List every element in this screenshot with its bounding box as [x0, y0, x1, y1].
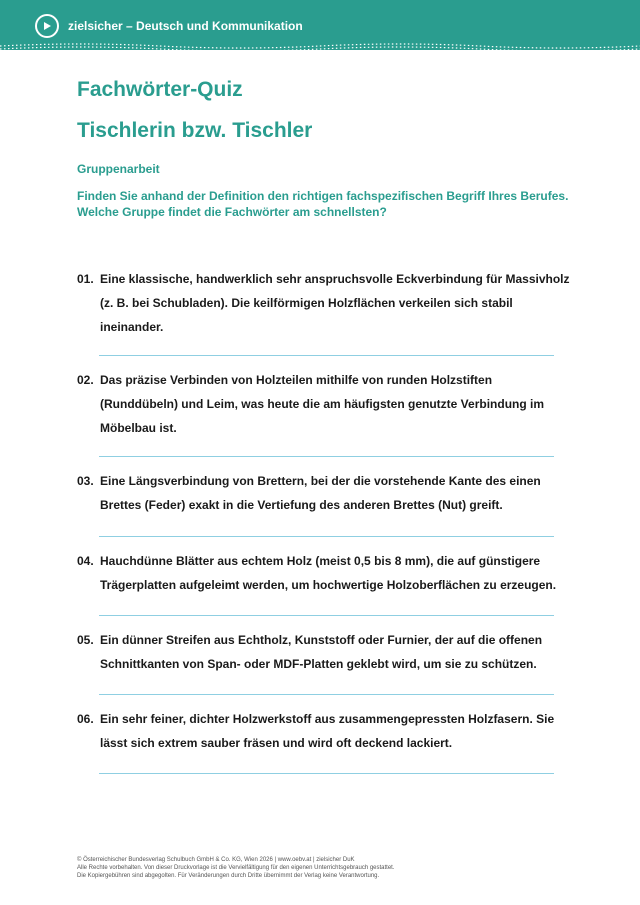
answer-line[interactable] [99, 456, 554, 457]
question-number: 05. [77, 633, 94, 647]
question-number: 04. [77, 554, 94, 568]
answer-line[interactable] [99, 773, 554, 774]
footer-fees: Die Kopiergebühren sind abgegolten. Für Veränderungen durch Dritte übernimmt der Verlag keine Verantwortung. [77, 873, 380, 879]
page-title: Fachwörter-Quiz [77, 78, 243, 101]
question-text: Das präzise Verbinden von Holzteilen mithilfe von runden Holzstiften (Runddübeln) und Leim, was heute die am häufigsten genutzte Verbindung im Möbelbau ist. [100, 373, 545, 435]
question-number: 02. [77, 373, 94, 387]
footer [77, 856, 395, 880]
question-text: Ein dünner Streifen aus Echtholz, Kunststoff oder Furnier, der auf die offenen Schnittkanten von Span- oder MDF-Platten geklebt wird, um sie zu schützen. [100, 633, 543, 671]
dotted-wave-decoration [0, 40, 640, 50]
question-text: Eine Längsverbindung von Brettern, bei der die vorstehende Kante des einen Brettes (Feder) exakt in die Vertiefung des anderen Brettes (Nut) greift. [100, 474, 541, 512]
question-text: Eine klassische, handwerklich sehr anspruchsvolle Eckverbindung für Massivholz (z. B. bei Schubladen). Die keilförmigen Holzflächen verkeilen sich stabil ineinander. [100, 272, 570, 334]
answer-line[interactable] [99, 694, 554, 695]
footer-rights: Alle Rechte vorbehalten. Von dieser Druckvorlage ist die Vervielfältigung für den eigenen Unterrichtsgebrauch gestattet. [77, 865, 395, 871]
answer-line[interactable] [99, 536, 554, 537]
question-number: 03. [77, 474, 94, 488]
question-text: Ein sehr feiner, dichter Holzwerkstoff aus zusammengepressten Holzfasern. Sie lässt sich extrem sauber fräsen und wird oft deckend lackiert. [100, 712, 555, 750]
footer-copyright: © Österreichischer Bundesverlag Schulbuch GmbH & Co. KG, Wien 2026 | www.oebv.at | zielsicher DuK [77, 857, 355, 863]
answer-line[interactable] [99, 615, 554, 616]
brand-name: zielsicher – Deutsch und Kommunikation [68, 19, 303, 33]
question-text: Hauchdünne Blätter aus echtem Holz (meist 0,5 bis 8 mm), die auf günstigere Trägerplatten aufgeleimt werden, um hochwertige Holzoberflächen zu erzeugen. [100, 554, 557, 592]
question-number: 01. [77, 272, 94, 286]
question-number: 06. [77, 712, 94, 726]
section-label: Gruppenarbeit [77, 162, 160, 176]
play-icon [35, 14, 59, 38]
header-banner [0, 0, 640, 50]
page-subtitle-profession: Tischlerin bzw. Tischler [77, 119, 313, 142]
instructions: Finden Sie anhand der Definition den richtigen fachspezifischen Begriff Ihres Berufes. Welche Gruppe findet die Fachwörter am schnellsten? [77, 189, 569, 219]
answer-line[interactable] [99, 355, 554, 356]
brand [35, 13, 303, 39]
